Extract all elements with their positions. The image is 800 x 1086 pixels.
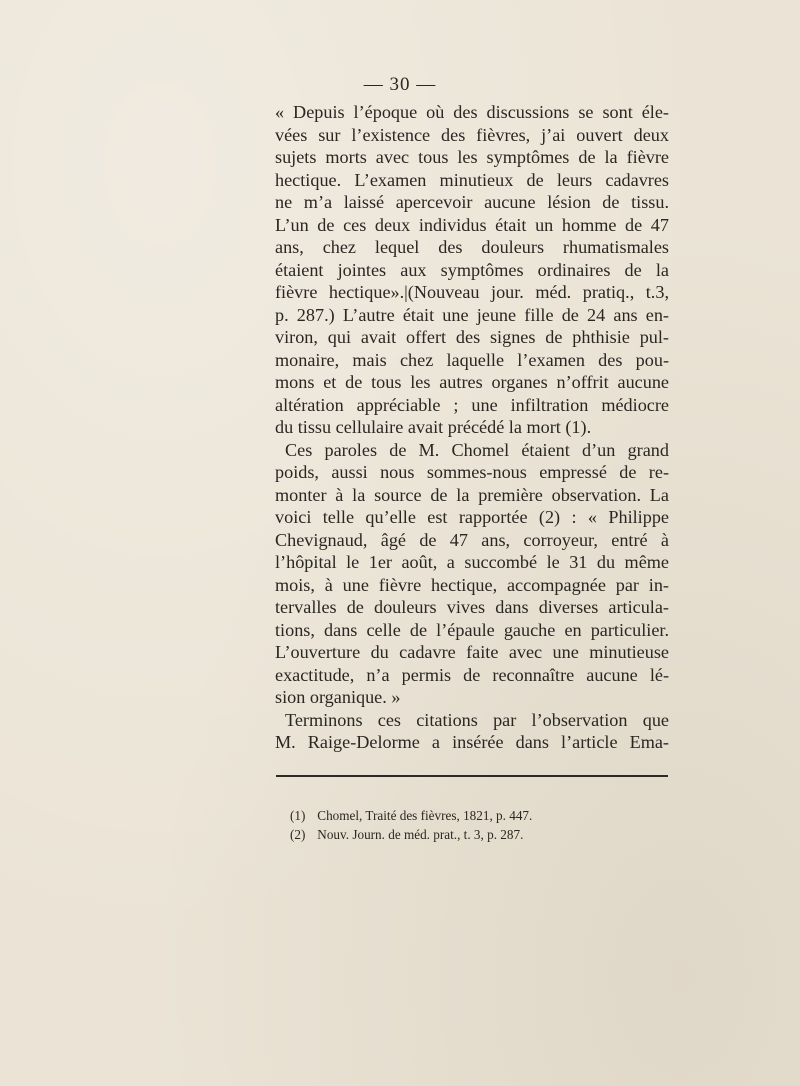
text-line: fièvre hectique».|(Nouveau jour. méd. pratiq., t.3, xyxy=(275,282,669,302)
footnote-number: (2) xyxy=(290,827,306,842)
text-line: M. Raige-Delorme a insérée dans l’article Ema- xyxy=(275,732,669,752)
footnote-text: Nouv. Journ. de méd. prat., t. 3, p. 287. xyxy=(317,827,524,842)
text-line: exactitude, n’a permis de reconnaître aucune lé- xyxy=(275,664,669,685)
text-line: mons et de tous les autres organes n’offrit aucune xyxy=(275,372,669,392)
footnote-number: (1) xyxy=(290,808,306,823)
text-line: monter à la source de la première observation. La xyxy=(275,484,669,505)
text-line: « Depuis l’époque où des discussions se sont éle- xyxy=(275,102,669,122)
text-line: ne m’a laissé apercevoir aucune lésion de tissu. xyxy=(275,192,669,212)
text-line: du tissu cellulaire avait précédé la mort (1). xyxy=(275,417,592,437)
text-line: monaire, mais chez laquelle l’examen des pou- xyxy=(275,349,669,370)
page-number: — 30 — xyxy=(363,74,437,95)
text-line: hectique. L’examen minutieux de leurs cadavres xyxy=(275,169,669,190)
footnote xyxy=(290,806,650,825)
text-line: voici telle qu’elle est rapportée (2) : « Philippe xyxy=(275,507,669,527)
text-line: tions, dans celle de l’épaule gauche en particulier. xyxy=(275,619,669,640)
text-line: viron, qui avait offert des signes de phthisie pul- xyxy=(275,327,669,347)
footnote xyxy=(290,825,650,844)
text-line: vées sur l’existence des fièvres, j’ai ouvert deux xyxy=(275,124,669,145)
text-line: mois, à une fièvre hectique, accompagnée par in- xyxy=(275,574,669,595)
text-line: Ces paroles de M. Chomel étaient d’un grand xyxy=(285,439,669,460)
text-line: tervalles de douleurs vives dans diverses articula- xyxy=(275,597,669,617)
text-line: l’hôpital le 1er août, a succombé le 31 du même xyxy=(275,552,669,572)
text-line: Chevignaud, âgé de 47 ans, corroyeur, entré à xyxy=(275,529,669,550)
body-text xyxy=(275,101,669,754)
text-line: altération appréciable ; une infiltration médiocre xyxy=(275,394,669,415)
footnote-text: Chomel, Traité des fièvres, 1821, p. 447. xyxy=(317,808,533,823)
text-line: sion organique. » xyxy=(275,687,401,707)
footnotes xyxy=(290,806,650,844)
text-line: p. 287.) L’autre était une jeune fille de 24 ans en- xyxy=(275,304,669,325)
text-line: L’ouverture du cadavre faite avec une minutieuse xyxy=(275,642,669,662)
text-line: étaient jointes aux symptômes ordinaires de la xyxy=(275,259,669,280)
text-line: sujets morts avec tous les symptômes de la fièvre xyxy=(275,147,669,167)
text-line: Terminons ces citations par l’observation que xyxy=(285,709,669,730)
footnote-divider xyxy=(276,775,668,777)
text-line: L’un de ces deux individus était un homme de 47 xyxy=(275,214,669,235)
text-line: poids, aussi nous sommes-nous empressé de re- xyxy=(275,462,669,482)
text-line: ans, chez lequel des douleurs rhumatismales xyxy=(275,237,669,257)
